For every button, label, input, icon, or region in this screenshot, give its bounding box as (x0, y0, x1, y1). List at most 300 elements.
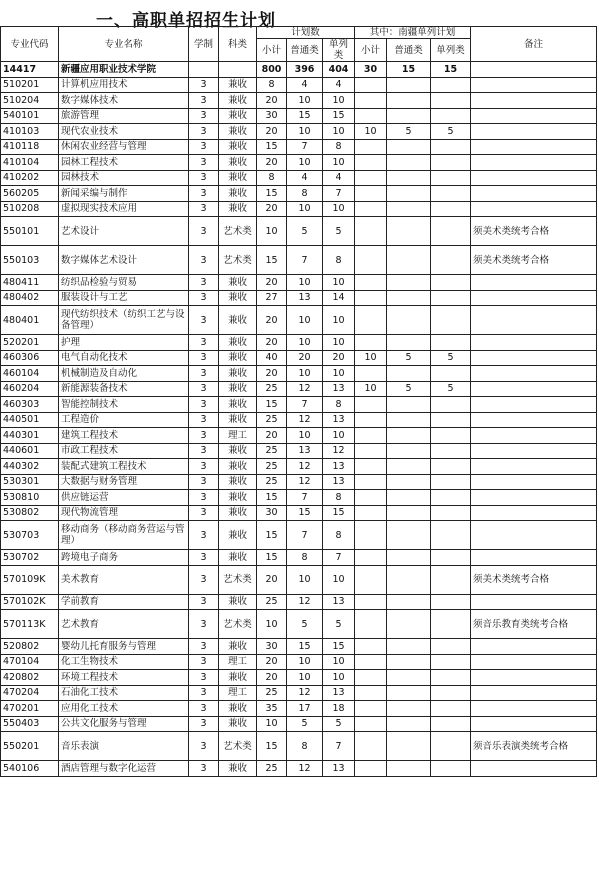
regular-cell: 10 (287, 306, 323, 335)
south-regular-cell (387, 761, 431, 777)
separate-cell: 4 (323, 170, 355, 186)
years-cell: 3 (189, 366, 219, 382)
note-cell (471, 428, 597, 444)
table-row (1, 459, 597, 475)
south-separate-cell: 5 (431, 381, 471, 397)
subtotal-cell: 20 (257, 565, 287, 594)
separate-cell: 8 (323, 490, 355, 506)
south-separate-cell (431, 275, 471, 291)
code-cell: 510208 (1, 201, 59, 217)
name-cell: 供应链运营 (59, 490, 189, 506)
note-cell (471, 93, 597, 109)
note-cell (471, 170, 597, 186)
subtotal-cell: 15 (257, 139, 287, 155)
south-regular-cell (387, 701, 431, 717)
years-cell: 3 (189, 381, 219, 397)
code-cell: 480401 (1, 306, 59, 335)
name-cell: 服装设计与工艺 (59, 290, 189, 306)
header-south-separate: 单列类 (431, 39, 471, 62)
code-cell: 460306 (1, 350, 59, 366)
south-separate-cell (431, 685, 471, 701)
name-cell: 跨境电子商务 (59, 550, 189, 566)
years-cell: 3 (189, 108, 219, 124)
south-separate-cell (431, 594, 471, 610)
table-row (1, 275, 597, 291)
south-subtotal-cell (355, 201, 387, 217)
south-separate-cell (431, 306, 471, 335)
south-subtotal-cell (355, 670, 387, 686)
years-cell: 3 (189, 732, 219, 761)
separate-cell: 13 (323, 412, 355, 428)
south-regular-cell (387, 670, 431, 686)
south-subtotal-cell (355, 335, 387, 351)
table-row (1, 565, 597, 594)
separate-cell: 8 (323, 139, 355, 155)
south-subtotal-cell (355, 366, 387, 382)
south-subtotal-cell (355, 77, 387, 93)
south-regular-cell (387, 428, 431, 444)
header-code: 专业代码 (1, 27, 59, 62)
separate-cell: 7 (323, 550, 355, 566)
south-regular-cell (387, 77, 431, 93)
regular-cell: 10 (287, 428, 323, 444)
south-separate-cell (431, 565, 471, 594)
south-regular-cell (387, 505, 431, 521)
note-cell (471, 521, 597, 550)
south-regular-cell: 5 (387, 350, 431, 366)
south-subtotal-cell (355, 306, 387, 335)
table-row (1, 290, 597, 306)
south-regular-cell (387, 335, 431, 351)
regular-cell: 17 (287, 701, 323, 717)
south-regular-cell (387, 521, 431, 550)
years-cell: 3 (189, 639, 219, 655)
regular-cell: 10 (287, 201, 323, 217)
south-separate-cell (431, 505, 471, 521)
south-separate-cell (431, 335, 471, 351)
table-row (1, 701, 597, 717)
separate-cell: 20 (323, 350, 355, 366)
code-cell: 550403 (1, 716, 59, 732)
header-south-plan: 其中：南疆单列计划 (355, 27, 471, 39)
subtotal-cell: 20 (257, 124, 287, 140)
category-cell: 兼收 (219, 412, 257, 428)
subtotal-cell: 15 (257, 550, 287, 566)
note-cell (471, 201, 597, 217)
note-cell (471, 716, 597, 732)
south-subtotal-cell: 10 (355, 381, 387, 397)
name-cell: 护理 (59, 335, 189, 351)
south-regular-cell: 15 (387, 62, 431, 78)
south-subtotal-cell (355, 108, 387, 124)
years-cell: 3 (189, 155, 219, 171)
table-row (1, 335, 597, 351)
separate-cell: 10 (323, 565, 355, 594)
separate-cell: 10 (323, 306, 355, 335)
separate-cell: 15 (323, 505, 355, 521)
south-separate-cell (431, 108, 471, 124)
regular-cell: 12 (287, 459, 323, 475)
note-cell (471, 550, 597, 566)
name-cell: 旅游管理 (59, 108, 189, 124)
south-regular-cell (387, 732, 431, 761)
category-cell: 兼收 (219, 397, 257, 413)
subtotal-cell: 30 (257, 108, 287, 124)
category-cell: 兼收 (219, 490, 257, 506)
regular-cell: 5 (287, 610, 323, 639)
subtotal-cell: 800 (257, 62, 287, 78)
code-cell: 440501 (1, 412, 59, 428)
category-cell: 兼收 (219, 505, 257, 521)
south-regular-cell (387, 139, 431, 155)
code-cell: 470201 (1, 701, 59, 717)
table-row (1, 428, 597, 444)
code-cell: 420802 (1, 670, 59, 686)
years-cell: 3 (189, 93, 219, 109)
category-cell: 兼收 (219, 443, 257, 459)
name-cell: 电气自动化技术 (59, 350, 189, 366)
subtotal-cell: 15 (257, 186, 287, 202)
south-subtotal-cell (355, 474, 387, 490)
years-cell: 3 (189, 139, 219, 155)
category-cell: 兼收 (219, 170, 257, 186)
table-row (1, 397, 597, 413)
note-cell (471, 761, 597, 777)
south-separate-cell (431, 201, 471, 217)
table-row (1, 521, 597, 550)
table-row (1, 306, 597, 335)
name-cell: 移动商务（移动商务营运与管理） (59, 521, 189, 550)
code-cell: 570113K (1, 610, 59, 639)
note-cell (471, 335, 597, 351)
category-cell: 艺术类 (219, 246, 257, 275)
south-regular-cell (387, 474, 431, 490)
code-cell: 440601 (1, 443, 59, 459)
south-regular-cell (387, 217, 431, 246)
note-cell (471, 490, 597, 506)
code-cell: 530810 (1, 490, 59, 506)
subtotal-cell: 25 (257, 685, 287, 701)
regular-cell: 8 (287, 550, 323, 566)
regular-cell: 15 (287, 505, 323, 521)
south-separate-cell (431, 610, 471, 639)
name-cell: 化工生物技术 (59, 654, 189, 670)
years-cell: 3 (189, 610, 219, 639)
south-subtotal-cell (355, 155, 387, 171)
header-south-subtotal: 小计 (355, 39, 387, 62)
regular-cell: 7 (287, 139, 323, 155)
category-cell: 兼收 (219, 139, 257, 155)
south-subtotal-cell (355, 610, 387, 639)
regular-cell: 5 (287, 217, 323, 246)
code-cell: 410118 (1, 139, 59, 155)
south-separate-cell: 5 (431, 124, 471, 140)
separate-cell: 12 (323, 443, 355, 459)
code-cell: 540101 (1, 108, 59, 124)
note-cell (471, 701, 597, 717)
separate-cell: 5 (323, 217, 355, 246)
south-subtotal-cell (355, 246, 387, 275)
table-row (1, 594, 597, 610)
table-row (1, 170, 597, 186)
note-cell (471, 459, 597, 475)
south-subtotal-cell (355, 490, 387, 506)
category-cell: 兼收 (219, 124, 257, 140)
south-regular-cell (387, 639, 431, 655)
category-cell: 艺术类 (219, 217, 257, 246)
years-cell: 3 (189, 275, 219, 291)
table-row (1, 93, 597, 109)
separate-cell: 13 (323, 474, 355, 490)
years-cell: 3 (189, 290, 219, 306)
south-regular-cell (387, 201, 431, 217)
years-cell: 3 (189, 685, 219, 701)
note-cell (471, 306, 597, 335)
code-cell: 470204 (1, 685, 59, 701)
table-row (1, 716, 597, 732)
table-row (1, 685, 597, 701)
subtotal-cell: 20 (257, 335, 287, 351)
subtotal-cell: 15 (257, 246, 287, 275)
header-plan: 计划数 (257, 27, 355, 39)
name-cell: 公共文化服务与管理 (59, 716, 189, 732)
separate-cell: 10 (323, 155, 355, 171)
category-cell: 兼收 (219, 350, 257, 366)
south-subtotal-cell (355, 170, 387, 186)
regular-cell: 396 (287, 62, 323, 78)
code-cell: 570102K (1, 594, 59, 610)
note-cell (471, 108, 597, 124)
category-cell: 理工 (219, 685, 257, 701)
note-cell (471, 443, 597, 459)
south-subtotal-cell (355, 654, 387, 670)
name-cell: 装配式建筑工程技术 (59, 459, 189, 475)
separate-cell: 10 (323, 93, 355, 109)
category-cell: 兼收 (219, 701, 257, 717)
regular-cell: 10 (287, 335, 323, 351)
category-cell: 兼收 (219, 459, 257, 475)
name-cell: 纺织品检验与贸易 (59, 275, 189, 291)
category-cell: 兼收 (219, 306, 257, 335)
note-cell (471, 62, 597, 78)
table-row (1, 217, 597, 246)
header-category: 科类 (219, 27, 257, 62)
subtotal-cell: 15 (257, 397, 287, 413)
subtotal-cell: 20 (257, 428, 287, 444)
regular-cell: 8 (287, 732, 323, 761)
note-cell: 须美术类统考合格 (471, 565, 597, 594)
south-separate-cell (431, 474, 471, 490)
note-cell (471, 155, 597, 171)
south-regular-cell: 5 (387, 381, 431, 397)
code-cell: 480402 (1, 290, 59, 306)
name-cell: 新疆应用职业技术学院 (59, 62, 189, 78)
regular-cell: 15 (287, 108, 323, 124)
subtotal-cell: 25 (257, 443, 287, 459)
south-subtotal-cell (355, 397, 387, 413)
south-regular-cell (387, 550, 431, 566)
regular-cell: 7 (287, 397, 323, 413)
category-cell: 兼收 (219, 716, 257, 732)
separate-cell: 404 (323, 62, 355, 78)
note-cell (471, 139, 597, 155)
category-cell: 兼收 (219, 155, 257, 171)
table-row (1, 108, 597, 124)
plan-table-wrapper (0, 26, 599, 777)
south-subtotal-cell (355, 459, 387, 475)
south-regular-cell (387, 685, 431, 701)
separate-cell: 15 (323, 639, 355, 655)
note-cell: 须美术类统考合格 (471, 217, 597, 246)
code-cell: 550101 (1, 217, 59, 246)
name-cell: 艺术教育 (59, 610, 189, 639)
south-separate-cell (431, 170, 471, 186)
south-subtotal-cell (355, 550, 387, 566)
code-cell: 530702 (1, 550, 59, 566)
regular-cell: 4 (287, 77, 323, 93)
south-regular-cell (387, 397, 431, 413)
subtotal-cell: 20 (257, 670, 287, 686)
separate-cell: 7 (323, 732, 355, 761)
code-cell: 460104 (1, 366, 59, 382)
south-separate-cell (431, 550, 471, 566)
table-row (1, 610, 597, 639)
years-cell: 3 (189, 716, 219, 732)
code-cell: 470104 (1, 654, 59, 670)
table-row (1, 732, 597, 761)
table-row (1, 443, 597, 459)
table-row (1, 350, 597, 366)
subtotal-cell: 20 (257, 306, 287, 335)
regular-cell: 15 (287, 639, 323, 655)
separate-cell: 5 (323, 716, 355, 732)
regular-cell: 8 (287, 186, 323, 202)
south-subtotal-cell (355, 290, 387, 306)
subtotal-cell: 35 (257, 701, 287, 717)
separate-cell: 8 (323, 397, 355, 413)
south-subtotal-cell (355, 443, 387, 459)
name-cell: 新闻采编与制作 (59, 186, 189, 202)
subtotal-cell: 25 (257, 594, 287, 610)
regular-cell: 12 (287, 594, 323, 610)
category-cell: 兼收 (219, 93, 257, 109)
subtotal-cell: 20 (257, 155, 287, 171)
note-cell (471, 186, 597, 202)
south-regular-cell (387, 610, 431, 639)
name-cell: 现代农业技术 (59, 124, 189, 140)
note-cell (471, 474, 597, 490)
category-cell: 兼收 (219, 275, 257, 291)
separate-cell: 14 (323, 290, 355, 306)
south-subtotal-cell (355, 716, 387, 732)
code-cell: 530301 (1, 474, 59, 490)
code-cell: 510201 (1, 77, 59, 93)
name-cell: 现代物流管理 (59, 505, 189, 521)
separate-cell: 8 (323, 521, 355, 550)
code-cell: 530703 (1, 521, 59, 550)
years-cell: 3 (189, 594, 219, 610)
south-regular-cell (387, 654, 431, 670)
header-years: 学制 (189, 27, 219, 62)
south-separate-cell (431, 701, 471, 717)
header-separate: 单列类 (323, 39, 355, 62)
name-cell: 休闲农业经营与管理 (59, 139, 189, 155)
subtotal-cell: 27 (257, 290, 287, 306)
header-note: 备注 (471, 27, 597, 62)
years-cell: 3 (189, 397, 219, 413)
table-row (1, 490, 597, 506)
name-cell: 新能源装备技术 (59, 381, 189, 397)
south-regular-cell: 5 (387, 124, 431, 140)
years-cell: 3 (189, 505, 219, 521)
regular-cell: 12 (287, 381, 323, 397)
code-cell: 410103 (1, 124, 59, 140)
category-cell (219, 62, 257, 78)
separate-cell: 13 (323, 459, 355, 475)
note-cell (471, 77, 597, 93)
south-regular-cell (387, 412, 431, 428)
south-subtotal-cell (355, 412, 387, 428)
years-cell: 3 (189, 350, 219, 366)
years-cell: 3 (189, 670, 219, 686)
south-regular-cell (387, 275, 431, 291)
name-cell: 美术教育 (59, 565, 189, 594)
subtotal-cell: 15 (257, 490, 287, 506)
code-cell: 410104 (1, 155, 59, 171)
code-cell: 550201 (1, 732, 59, 761)
table-row (1, 155, 597, 171)
header-subtotal: 小计 (257, 39, 287, 62)
note-cell: 须音乐表演类统考合格 (471, 732, 597, 761)
table-row (1, 639, 597, 655)
south-regular-cell (387, 170, 431, 186)
code-cell: 540106 (1, 761, 59, 777)
subtotal-cell: 20 (257, 201, 287, 217)
south-separate-cell (431, 186, 471, 202)
table-row (1, 412, 597, 428)
category-cell: 兼收 (219, 108, 257, 124)
south-separate-cell (431, 366, 471, 382)
south-subtotal-cell (355, 761, 387, 777)
table-row (1, 654, 597, 670)
subtotal-cell: 8 (257, 170, 287, 186)
separate-cell: 10 (323, 201, 355, 217)
code-cell: 440301 (1, 428, 59, 444)
subtotal-cell: 40 (257, 350, 287, 366)
years-cell: 3 (189, 335, 219, 351)
south-subtotal-cell (355, 186, 387, 202)
name-cell: 机械制造及自动化 (59, 366, 189, 382)
category-cell: 兼收 (219, 550, 257, 566)
separate-cell: 8 (323, 246, 355, 275)
subtotal-cell: 10 (257, 217, 287, 246)
south-separate-cell (431, 77, 471, 93)
regular-cell: 10 (287, 654, 323, 670)
note-cell (471, 685, 597, 701)
code-cell: 480411 (1, 275, 59, 291)
years-cell: 3 (189, 443, 219, 459)
name-cell: 计算机应用技术 (59, 77, 189, 93)
category-cell: 兼收 (219, 521, 257, 550)
table-row (1, 139, 597, 155)
name-cell: 市政工程技术 (59, 443, 189, 459)
note-cell (471, 381, 597, 397)
subtotal-cell: 25 (257, 459, 287, 475)
regular-cell: 7 (287, 490, 323, 506)
category-cell: 兼收 (219, 670, 257, 686)
years-cell: 3 (189, 459, 219, 475)
note-cell (471, 412, 597, 428)
